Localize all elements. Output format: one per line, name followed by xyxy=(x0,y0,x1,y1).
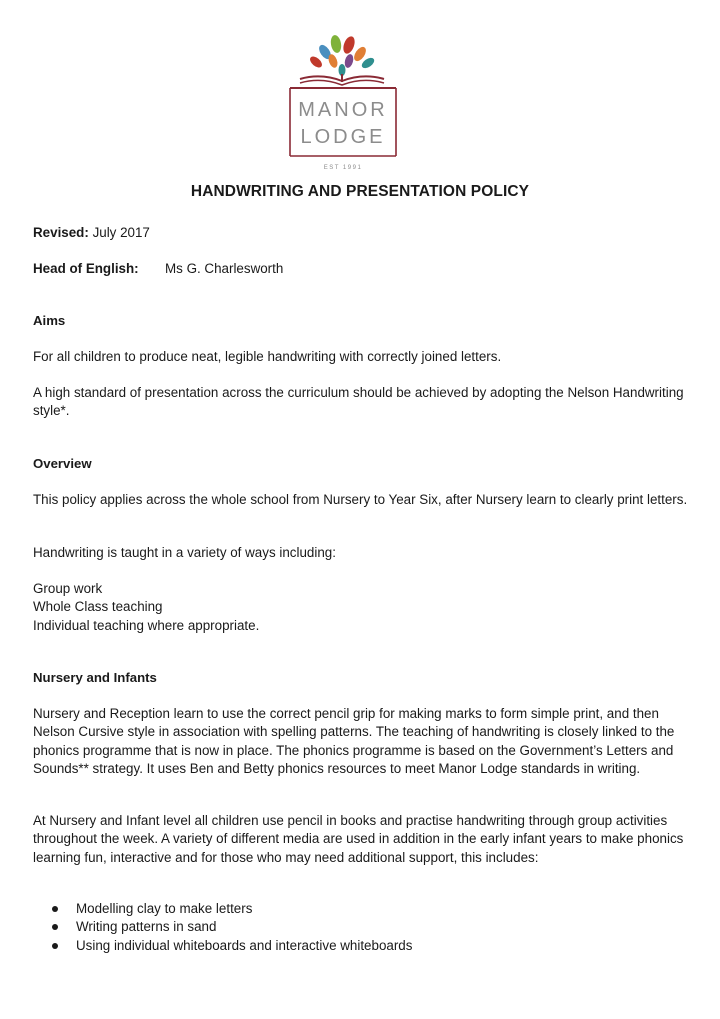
head-of-english-row xyxy=(33,260,433,278)
aims-paragraph-2: A high standard of presentation across the curriculum should be achieved by adopting the Nelson Handwriting style*. xyxy=(33,385,684,419)
head-value: Ms G. Charlesworth xyxy=(165,261,284,276)
nursery-infants-heading: Nursery and Infants xyxy=(33,670,157,685)
bullet-icon xyxy=(52,943,58,949)
school-logo xyxy=(286,30,400,172)
list-item: Whole Class teaching xyxy=(33,599,163,615)
overview-paragraph-1: This policy applies across the whole school from Nursery to Year Six, after Nursery learn to clearly print letters. xyxy=(33,492,688,507)
bullet-item xyxy=(33,900,412,918)
logo-name-line1: MANOR xyxy=(298,99,388,121)
aims-paragraph-1: For all children to produce neat, legible handwriting with correctly joined letters. xyxy=(33,349,502,364)
logo-name-line2: LODGE xyxy=(300,126,386,148)
revised-value: July 2017 xyxy=(92,225,150,240)
revised-label: Revised: xyxy=(33,225,89,240)
bullet-icon xyxy=(52,906,58,912)
revised-row xyxy=(33,224,150,242)
bullet-icon xyxy=(52,924,58,930)
bullet-text: Writing patterns in sand xyxy=(76,919,217,935)
head-label: Head of English: xyxy=(33,261,139,276)
nursery-paragraph-1: Nursery and Reception learn to use the correct pencil grip for making marks to form simple print, and then Nelson Cursive style in association with spelling patterns. The teaching of handwriting is closely linked to the phonics programme that is now in place. The phonics programme is based on the Government’s Letters and Sounds** strategy. It uses Ben and Betty phonics resources to meet Manor Lodge standards in writing. xyxy=(33,706,675,776)
bullet-item xyxy=(33,937,412,955)
tree-book-emblem xyxy=(286,30,400,172)
media-bullet-list xyxy=(33,900,412,955)
document-title: HANDWRITING AND PRESENTATION POLICY xyxy=(190,183,530,200)
teaching-methods-list xyxy=(33,580,259,635)
bullet-text: Modelling clay to make letters xyxy=(76,901,253,916)
overview-heading: Overview xyxy=(33,456,92,471)
list-item: Individual teaching where appropriate. xyxy=(33,617,260,633)
list-item: Group work xyxy=(33,581,103,596)
bullet-item xyxy=(33,918,412,936)
nursery-paragraph-2: At Nursery and Infant level all children use pencil in books and practise handwriting through group activities throughout the week. A variety of different media are used in addition in the early infant years to make phonics learning fun, interactive and for those who may need additional support, this includes: xyxy=(33,813,684,865)
bullet-text: Using individual whiteboards and interactive whiteboards xyxy=(76,937,413,953)
overview-paragraph-2: Handwriting is taught in a variety of ways including: xyxy=(33,545,336,560)
logo-established: EST 1991 xyxy=(323,165,363,171)
aims-heading: Aims xyxy=(33,313,66,328)
